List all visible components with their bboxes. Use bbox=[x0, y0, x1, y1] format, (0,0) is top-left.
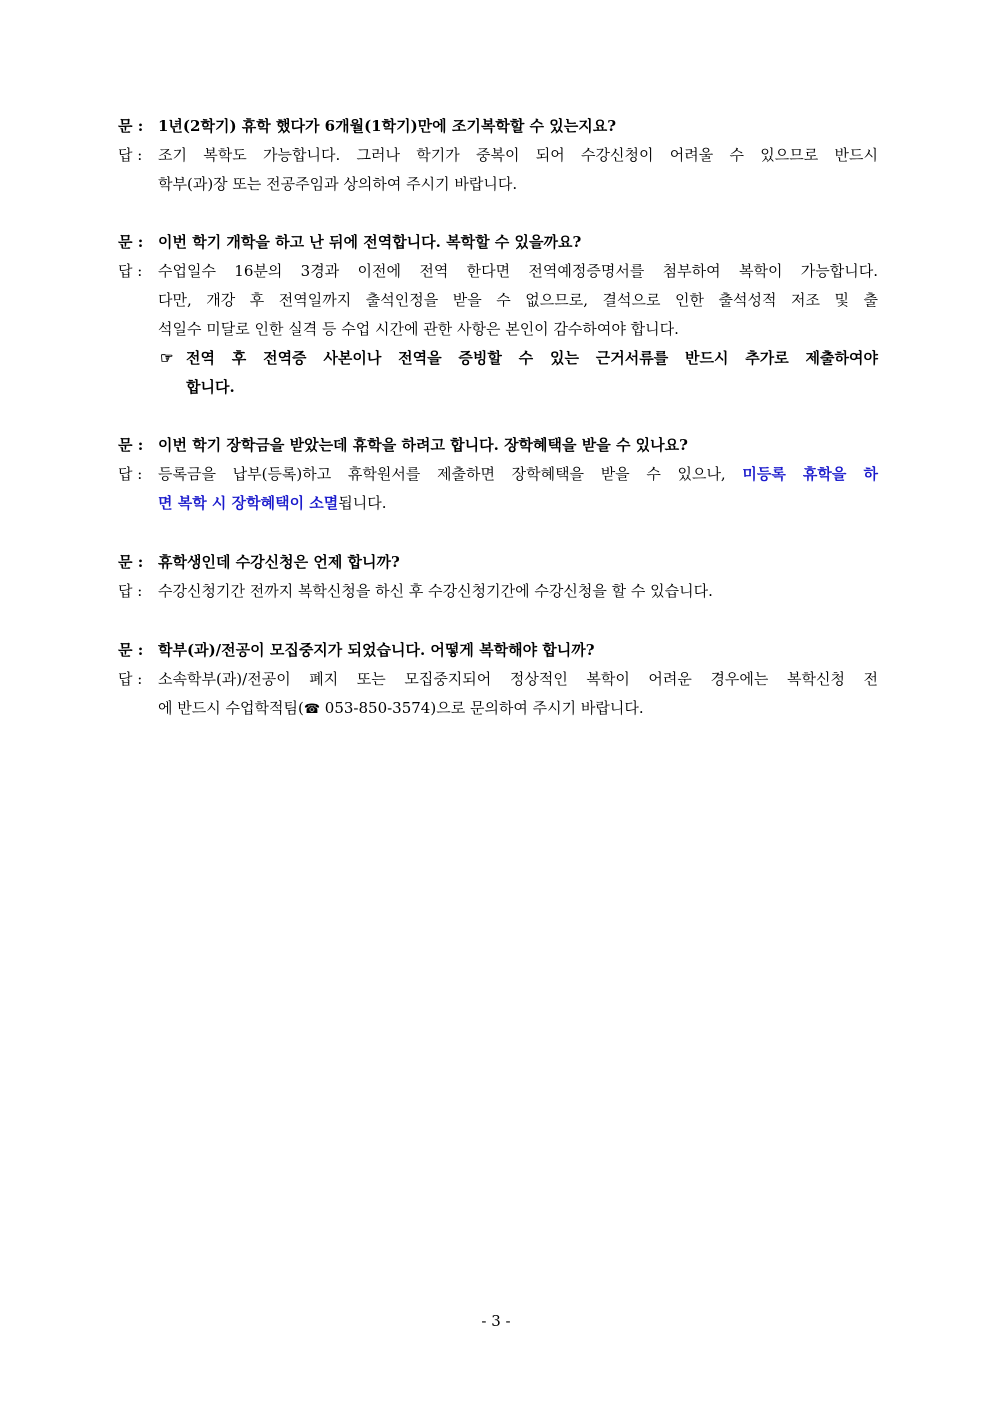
answer-marker: 답 : bbox=[118, 465, 143, 483]
question-line bbox=[118, 228, 878, 257]
answer-text-plain: 등록금을 납부(등록)하고 휴학원서를 제출하면 장학혜택을 받을 수 있으나, bbox=[158, 465, 743, 483]
qa-item bbox=[118, 112, 878, 199]
question-line bbox=[118, 431, 878, 460]
page-number: - 3 - bbox=[481, 1312, 511, 1330]
answer-line bbox=[118, 460, 878, 489]
answer-text: 학부(과)장 또는 전공주임과 상의하여 주시기 바랍니다. bbox=[158, 175, 518, 193]
qa-item bbox=[118, 431, 878, 518]
question-marker: 문 : bbox=[118, 233, 144, 251]
question-marker: 문 : bbox=[118, 436, 144, 454]
question-line bbox=[118, 112, 878, 141]
note-line bbox=[118, 373, 878, 402]
answer-text: 수업일수 16분의 3경과 이전에 전역 한다면 전역예정증명서를 첨부하여 복학이 가능합니다. bbox=[158, 262, 878, 280]
answer-line bbox=[118, 694, 878, 723]
question-text: 1년(2학기) 휴학 했다가 6개월(1학기)만에 조기복학할 수 있는지요? bbox=[158, 117, 617, 135]
answer-line bbox=[118, 489, 878, 518]
answer-highlight: 미등록 휴학을 하 bbox=[742, 465, 878, 483]
qa-item bbox=[118, 636, 878, 723]
answer-marker: 답 : bbox=[118, 582, 143, 600]
answer-text-plain: 에 반드시 수업학적팀( bbox=[158, 699, 304, 717]
answer-line bbox=[118, 170, 878, 199]
answer-line bbox=[118, 286, 878, 315]
answer-line bbox=[118, 141, 878, 170]
note-text: 합니다. bbox=[186, 378, 235, 396]
answer-line bbox=[118, 257, 878, 286]
telephone-icon: ☎ bbox=[303, 702, 321, 717]
answer-marker: 답 : bbox=[118, 146, 143, 164]
answer-text bbox=[158, 460, 878, 489]
question-line bbox=[118, 548, 878, 577]
answer-highlight: 면 복학 시 장학혜택이 소멸 bbox=[158, 494, 339, 512]
answer-text bbox=[158, 489, 878, 518]
qa-item bbox=[118, 228, 878, 402]
answer-text bbox=[158, 694, 878, 724]
question-text: 이번 학기 개학을 하고 난 뒤에 전역합니다. 복학할 수 있을까요? bbox=[158, 233, 582, 251]
answer-line bbox=[118, 665, 878, 694]
answer-text-plain: 053-850-3574)으로 문의하여 주시기 바랍니다. bbox=[320, 699, 644, 717]
question-text: 이번 학기 장학금을 받았는데 휴학을 하려고 합니다. 장학혜택을 받을 수 있나요? bbox=[158, 436, 688, 454]
question-text: 휴학생인데 수강신청은 언제 합니까? bbox=[158, 553, 400, 571]
pointing-hand-icon: ☞ bbox=[160, 349, 174, 367]
question-line bbox=[118, 636, 878, 665]
answer-text: 수강신청기간 전까지 복학신청을 하신 후 수강신청기간에 수강신청을 할 수 있습니다. bbox=[158, 582, 713, 600]
answer-text-plain: 됩니다. bbox=[338, 494, 387, 512]
answer-line bbox=[118, 577, 878, 606]
answer-text: 조기 복학도 가능합니다. 그러나 학기가 중복이 되어 수강신청이 어려울 수 있으므로 반드시 bbox=[158, 146, 878, 164]
answer-line bbox=[118, 315, 878, 344]
answer-text: 석일수 미달로 인한 실격 등 수업 시간에 관한 사항은 본인이 감수하여야 합니다. bbox=[158, 320, 679, 338]
question-marker: 문 : bbox=[118, 117, 144, 135]
qa-item bbox=[118, 548, 878, 606]
answer-marker: 답 : bbox=[118, 670, 143, 688]
note-text: 전역 후 전역증 사본이나 전역을 증빙할 수 있는 근거서류를 반드시 추가로 제출하여야 bbox=[186, 349, 878, 367]
answer-marker: 답 : bbox=[118, 262, 143, 280]
answer-text: 소속학부(과)/전공이 폐지 또는 모집중지되어 정상적인 복학이 어려운 경우에는 복학신청 전 bbox=[158, 670, 878, 688]
question-marker: 문 : bbox=[118, 553, 144, 571]
answer-text: 다만, 개강 후 전역일까지 출석인정을 받을 수 없으므로, 결석으로 인한 출석성적 저조 및 출 bbox=[158, 291, 878, 309]
question-text: 학부(과)/전공이 모집중지가 되었습니다. 어떻게 복학해야 합니까? bbox=[158, 641, 595, 659]
question-marker: 문 : bbox=[118, 641, 144, 659]
note-line bbox=[118, 344, 878, 373]
